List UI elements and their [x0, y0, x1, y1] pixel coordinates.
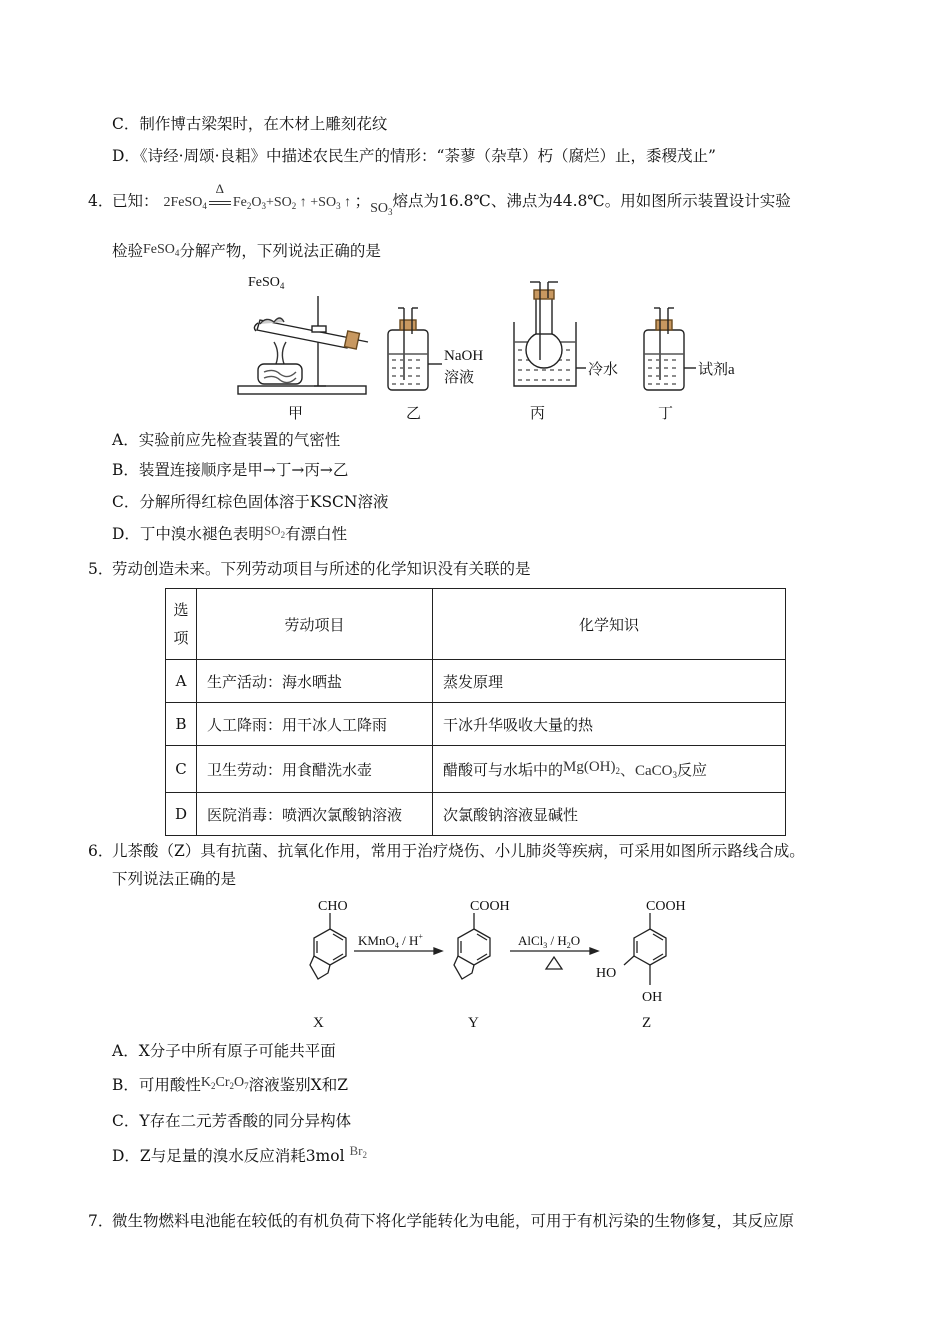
q3-option-d: D．《诗经·周颂·良耜》中描述农民生产的情形：“荼蓼（杂草）朽（腐烂）止，黍稷茂止” [112, 147, 716, 165]
q4-stem-line1: 已知： 2FeSO$_4$ Δ $Fe_2O_3+SO_2$ ↑ $+SO_3$ ↑ ；$SO_3$熔点为16.8℃、沸点为44.8℃。用如图所示装置设计实验 [112, 181, 791, 217]
q6-option-c: C．Y存在二元芳香酸的同分异构体 [112, 1112, 352, 1130]
label-y: Y [468, 1015, 479, 1031]
q4-prefix: 已知： [112, 192, 159, 210]
reagent-kmno4: KMnO$_4$ / H+ [358, 932, 423, 950]
apparatus-bing [514, 282, 586, 386]
molecule-z [624, 913, 666, 985]
z-ho-group: HO [596, 966, 617, 981]
header-knowledge: 化学知识 [433, 589, 786, 660]
so3-formula: $SO_3$ [370, 201, 393, 217]
label-solution: 溶液 [444, 370, 475, 386]
table-row: A 生产活动：海水晒盐 蒸发原理 [166, 660, 786, 703]
header-option: 选 项 [166, 589, 197, 660]
apparatus-yi [388, 308, 442, 390]
q4-option-c: C．分解所得红棕色固体溶于KSCN溶液 [112, 493, 389, 511]
header-project: 劳动项目 [197, 589, 433, 660]
q4-option-d: D．丁中溴水褪色表明$^{SO_2}$有漂白性 [112, 523, 348, 543]
q4-option-b: B．装置连接顺序是甲→丁→丙→乙 [112, 461, 349, 479]
y-cooh-group: COOH [470, 899, 510, 914]
caption-yi: 乙 [406, 406, 422, 422]
z-cooh-group: COOH [646, 899, 686, 914]
q6-option-a: A．X分子中所有原子可能共平面 [112, 1042, 336, 1060]
q7-number: 7． [88, 1212, 114, 1230]
label-x: X [313, 1015, 324, 1031]
caption-bing: 丙 [530, 406, 546, 422]
q6-stem-line2: 下列说法正确的是 [112, 870, 237, 888]
q5-table [165, 588, 786, 836]
molecule-x [310, 913, 346, 979]
q4-stem-line2: 检验FeSO$_4$分解产物，下列说法正确的是 [112, 242, 381, 260]
q6-option-d: D．Z与足量的溴水反应消耗3mol $^{Br_2}$ [112, 1143, 367, 1165]
q7-stem: 微生物燃料电池能在较低的有机负荷下将化学能转化为电能，可用于有机污染的生物修复，其反应原 [112, 1212, 795, 1230]
q4-option-a: A．实验前应先检查装置的气密性 [112, 431, 341, 449]
q6-option-b: B．可用酸性$K_2Cr_2O_7$溶液鉴别X和Z [112, 1075, 348, 1094]
table-row: C 卫生劳动：用食醋洗水壶 醋酸可与水垢中的$Mg(OH)_2$、CaCO$_3$反应 [166, 746, 786, 793]
apparatus-jia [238, 296, 368, 394]
label-naoh: NaOH [444, 348, 484, 364]
reagent-alcl3: AlCl$_3$ / $H_2O$ [518, 933, 581, 950]
x-cho-group: CHO [318, 899, 348, 914]
table-header-row [166, 589, 786, 660]
q6-number: 6． [88, 842, 114, 860]
q5-number: 5． [88, 560, 114, 578]
molecule-y [454, 913, 490, 979]
z-oh-group: OH [642, 990, 663, 1005]
q6-stem-line1: 儿茶酸（Z）具有抗菌、抗氧化作用，常用于治疗烧伤、小儿肺炎等疾病，可采用如图所示路线合成。 [112, 842, 805, 860]
q5-stem: 劳动创造未来。下列劳动项目与所述的化学知识没有关联的是 [112, 560, 531, 578]
label-feso4: FeSO$_4$ [248, 275, 285, 291]
q3-option-c: C．制作博古梁架时，在木材上雕刻花纹 [112, 115, 388, 133]
q4-apparatus-figure [230, 268, 750, 426]
label-cold-water: 冷水 [588, 362, 619, 378]
caption-jia: 甲 [288, 406, 304, 422]
feso4-formula: FeSO$_4$ [143, 242, 180, 258]
label-z: Z [642, 1015, 652, 1031]
label-reagent-a: 试剂a [698, 362, 735, 378]
q4-number: 4． [88, 192, 114, 210]
table-row: D 医院消毒：喷洒次氯酸钠溶液 次氯酸钠溶液显碱性 [166, 793, 786, 836]
caption-ding: 丁 [658, 406, 674, 422]
apparatus-ding [644, 308, 696, 390]
table-row: B 人工降雨：用干冰人工降雨 干冰升华吸收大量的热 [166, 703, 786, 746]
q6-synthesis-scheme [270, 895, 710, 1033]
q4-equation: 2FeSO$_4$ Δ $Fe_2O_3+SO_2$ ↑ $+SO_3$ ↑ [163, 181, 355, 211]
